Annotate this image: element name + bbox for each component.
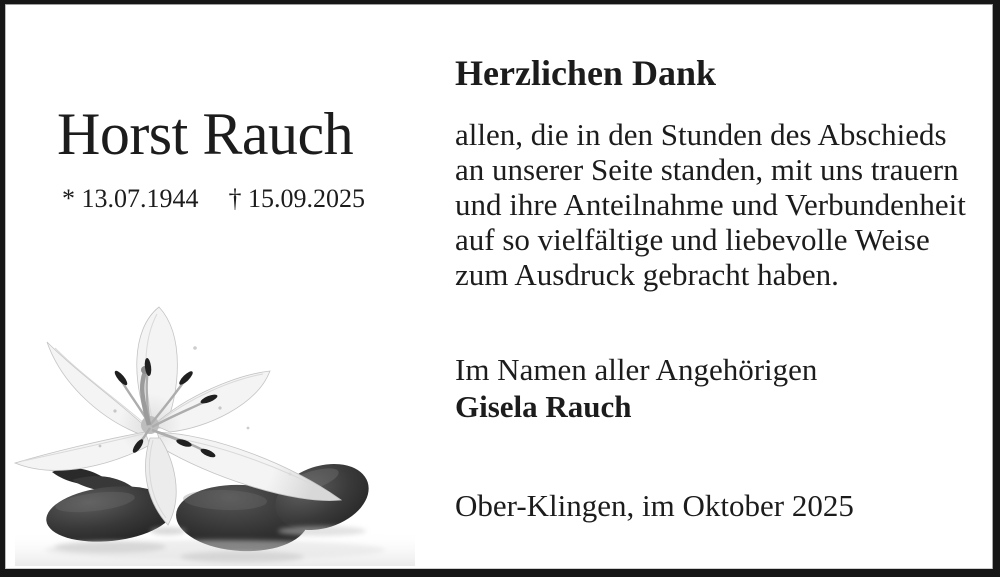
body-line: auf so vielfältige und liebevolle Weise <box>455 222 930 257</box>
body-line: an unserer Seite standen, mit uns trauern <box>455 152 959 187</box>
acknowledgement-text <box>455 117 966 292</box>
place-date: Ober-Klingen, im Oktober 2025 <box>455 488 854 523</box>
thanks-heading: Herzlichen Dank <box>455 53 716 93</box>
life-dates <box>62 186 365 212</box>
body-line: und ihre Anteilnahme und Verbundenheit <box>455 187 966 222</box>
body-line: allen, die in den Stunden des Abschieds <box>455 117 947 152</box>
body-line: zum Ausdruck gebracht haben. <box>455 257 839 292</box>
signature-name: Gisela Rauch <box>455 389 632 424</box>
lily-photo <box>5 278 425 566</box>
deceased-name: Horst Rauch <box>57 101 354 167</box>
signature-block <box>455 351 817 425</box>
lily-petals <box>15 307 341 525</box>
death-date: † 15.09.2025 <box>228 184 365 213</box>
signature-intro: Im Namen aller Angehörigen <box>455 352 818 387</box>
birth-date: * 13.07.1944 <box>62 184 199 213</box>
